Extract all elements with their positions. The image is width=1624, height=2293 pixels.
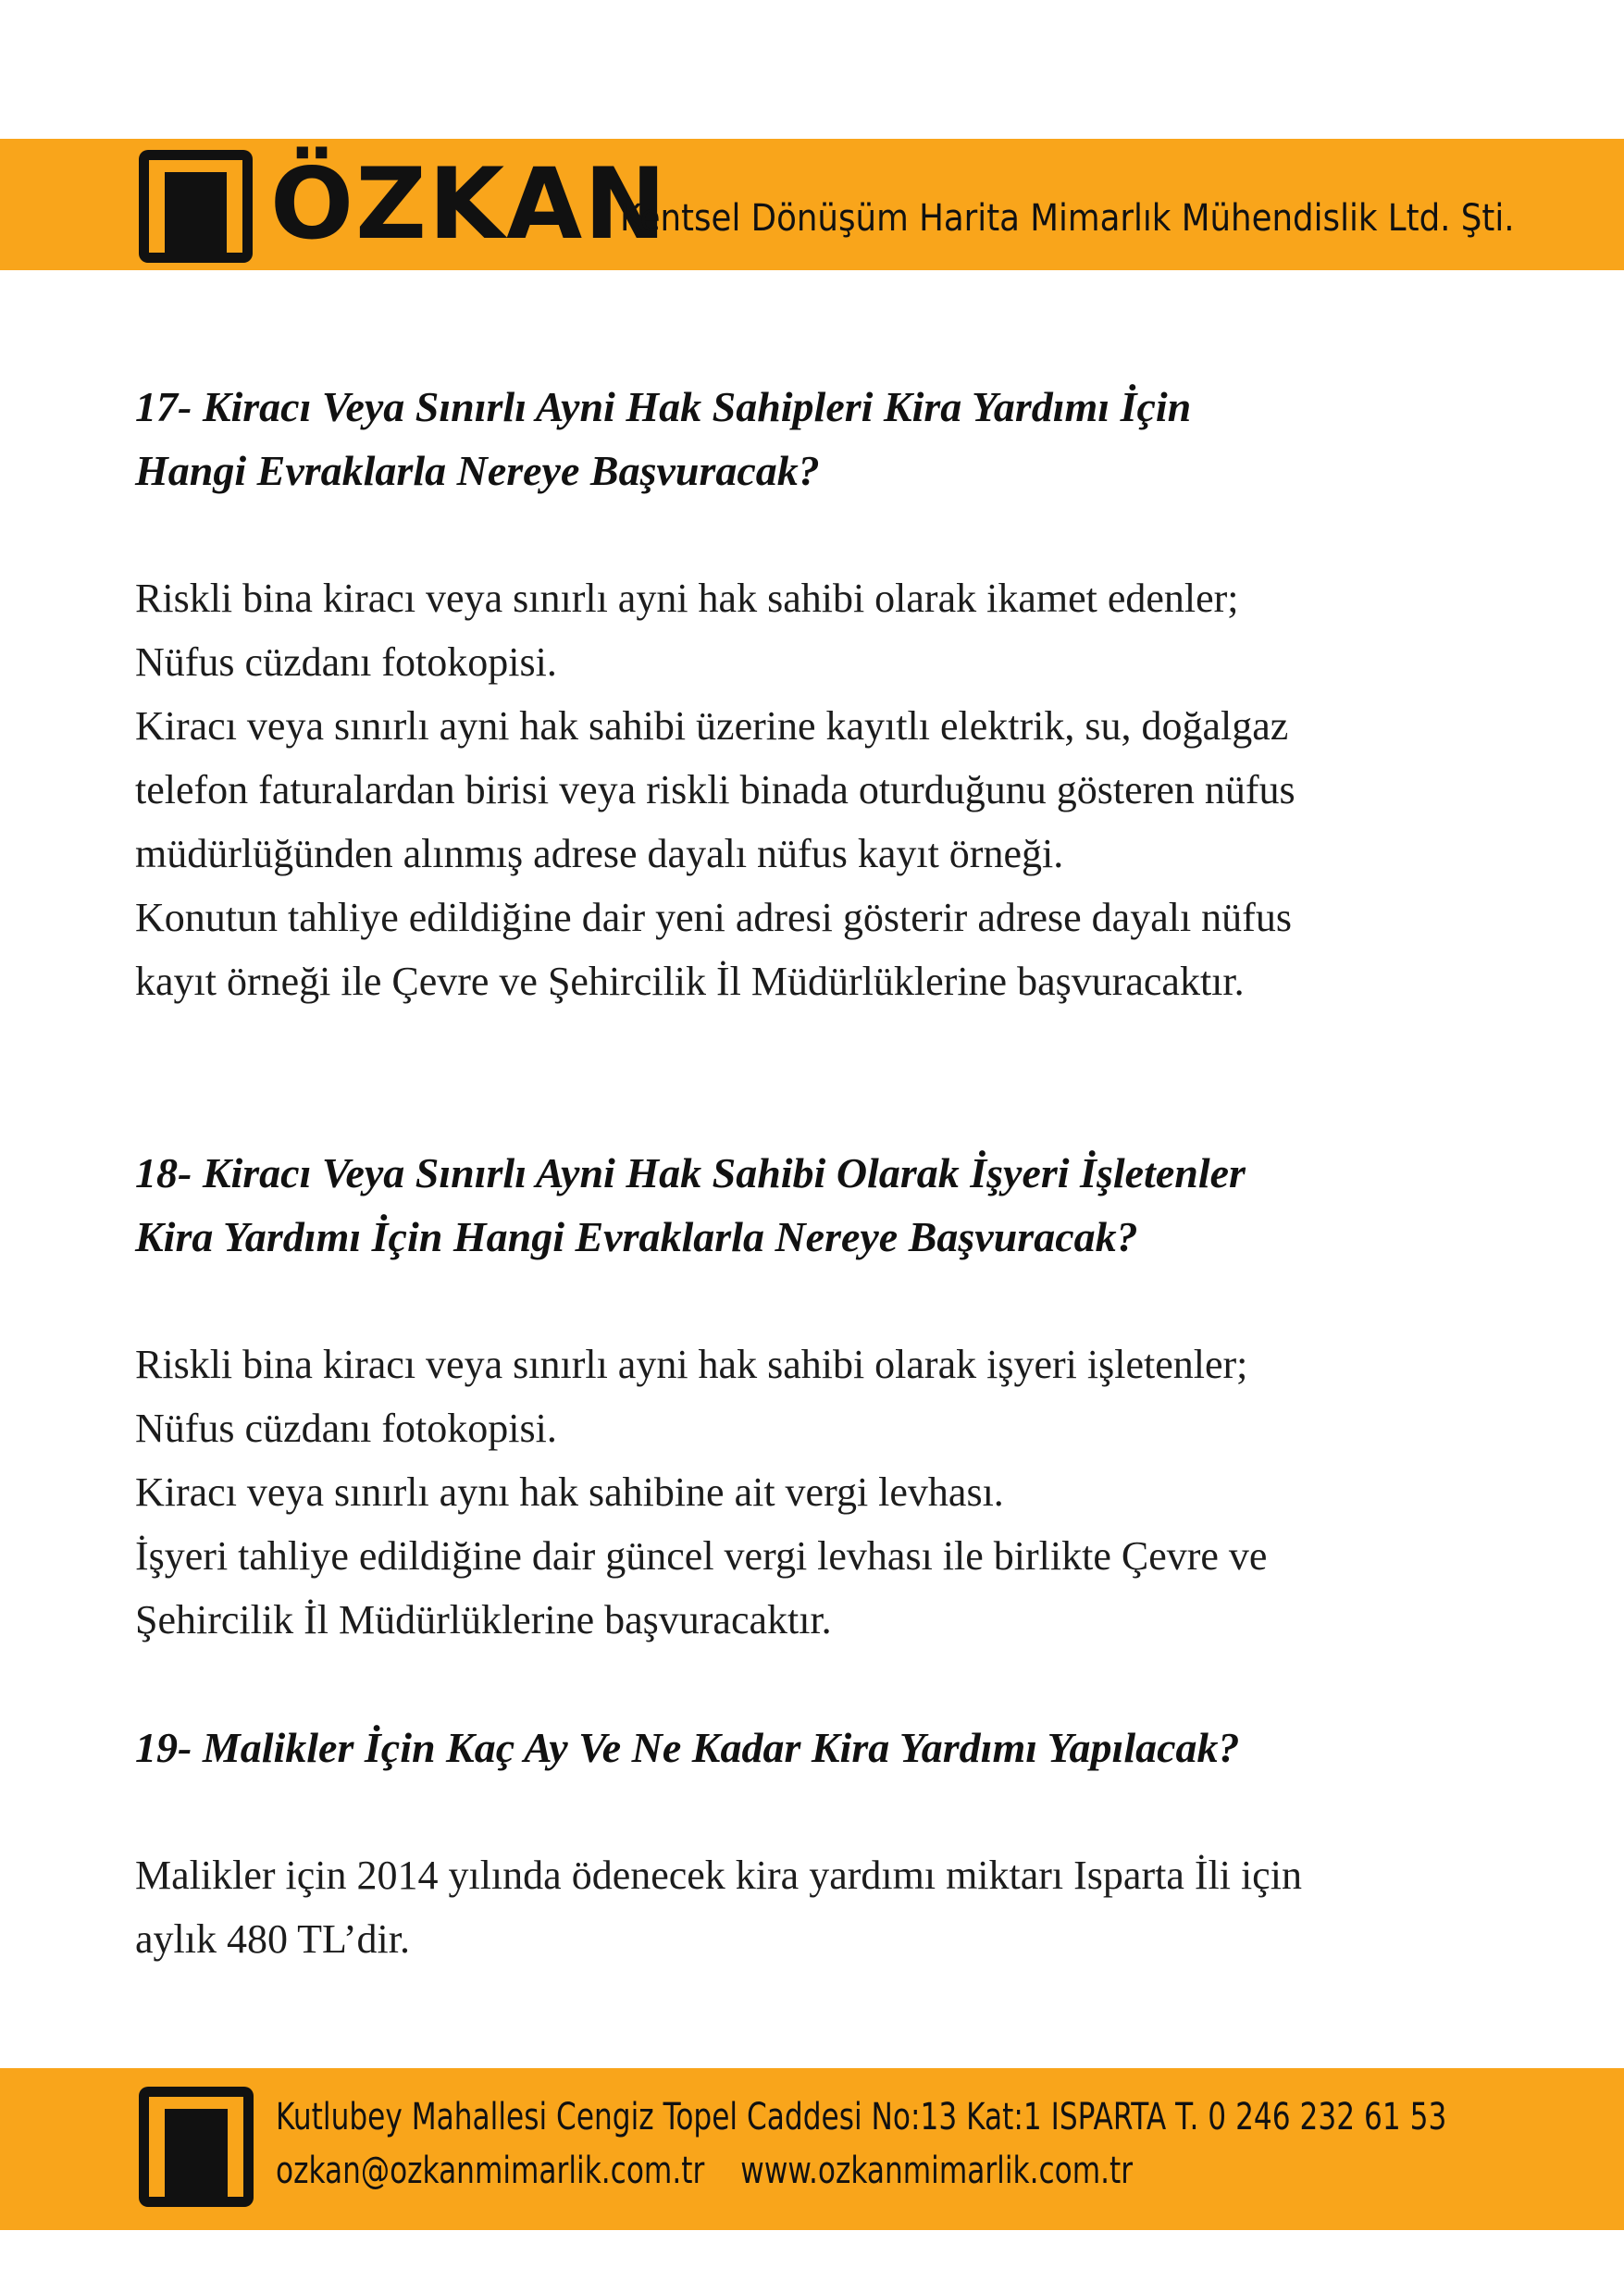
header-band (0, 139, 1624, 270)
answer-line: Malikler için 2014 yılında ödenecek kira yardımı miktarı Isparta İli için (135, 1853, 1302, 1898)
answer-line: Riskli bina kiracı veya sınırlı ayni hak sahibi olarak ikamet edenler; (135, 576, 1239, 621)
footer-band (0, 2068, 1624, 2230)
question-heading: Kira Yardımı İçin Hangi Evraklarla Nereye Başvuracak? (135, 1213, 1138, 1260)
question-heading: 17- Kiracı Veya Sınırlı Ayni Hak Sahipleri Kira Yardımı İçin (135, 383, 1192, 430)
answer-line: Nüfus cüzdanı fotokopisi. (135, 639, 557, 685)
footer-email-link[interactable]: ozkan@ozkanmimarlik.com.tr (276, 2150, 705, 2192)
footer-contact (276, 2145, 1133, 2197)
faq-section-18 (135, 1141, 1505, 1652)
company-tagline: Kentsel Dönüşüm Harita Mimarlık Mühendislik Ltd. Şti. (620, 197, 1515, 240)
footer-address: Kutlubey Mahallesi Cengiz Topel Caddesi No:13 Kat:1 ISPARTA T. 0 246 232 61 53 (276, 2096, 1447, 2138)
answer-line: Kiracı veya sınırlı aynı hak sahibine ait vergi levhası. (135, 1469, 1004, 1515)
footer-website-link[interactable]: www.ozkanmimarlik.com.tr (740, 2150, 1134, 2192)
document-body (135, 375, 1505, 1971)
answer-line: İşyeri tahliye edildiğine dair güncel vergi levhası ile birlikte Çevre ve (135, 1533, 1268, 1579)
answer-line: kayıt örneği ile Çevre ve Şehircilik İl Müdürlüklerine başvuracaktır. (135, 959, 1245, 1004)
company-logo-icon (139, 2087, 254, 2207)
faq-section-19 (135, 1716, 1505, 1971)
answer-line: telefon faturalardan birisi veya riskli binada oturduğunu gösteren nüfus (135, 767, 1295, 812)
answer-line: Kiracı veya sınırlı ayni hak sahibi üzerine kayıtlı elektrik, su, doğalgaz (135, 703, 1289, 749)
answer-line: Riskli bina kiracı veya sınırlı ayni hak sahibi olarak işyeri işletenler; (135, 1342, 1248, 1387)
answer-line: müdürlüğünden alınmış adrese dayalı nüfus kayıt örneği. (135, 831, 1064, 876)
answer-line: aylık 480 TL’dir. (135, 1916, 410, 1962)
question-heading: 18- Kiracı Veya Sınırlı Ayni Hak Sahibi Olarak İşyeri İşletenler (135, 1149, 1246, 1196)
question-heading: 19- Malikler İçin Kaç Ay Ve Ne Kadar Kira Yardımı Yapılacak? (135, 1724, 1240, 1771)
company-logo-icon (139, 150, 253, 263)
answer-line: Nüfus cüzdanı fotokopisi. (135, 1406, 557, 1451)
answer-line: Konutun tahliye edildiğine dair yeni adresi gösterir adrese dayalı nüfus (135, 895, 1292, 940)
question-heading: Hangi Evraklarla Nereye Başvuracak? (135, 447, 820, 494)
answer-line: Şehircilik İl Müdürlüklerine başvuracaktır. (135, 1597, 832, 1642)
brand-name: ÖZKAN (270, 147, 668, 261)
faq-section-17 (135, 375, 1505, 1013)
